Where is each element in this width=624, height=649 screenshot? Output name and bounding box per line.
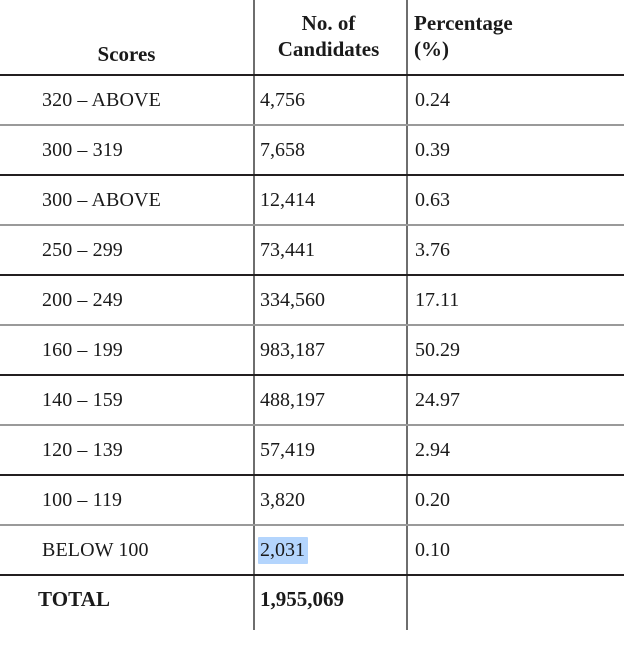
cell-percentage: 17.11 xyxy=(406,275,624,325)
cell-score: 160 – 199 xyxy=(0,325,253,375)
cell-percentage: 50.29 xyxy=(406,325,624,375)
table-row xyxy=(0,75,624,125)
table-row xyxy=(0,325,624,375)
cell-candidates: 4,756 xyxy=(253,75,406,125)
column-header-scores: Scores xyxy=(0,0,253,75)
column-header-candidates xyxy=(253,0,406,75)
cell-score: 300 – ABOVE xyxy=(0,175,253,225)
cell-score: 100 – 119 xyxy=(0,475,253,525)
cell-total-label: TOTAL xyxy=(38,586,111,611)
selected-text-highlight[interactable]: 2,031 xyxy=(258,537,308,564)
cell-candidates: 983,187 xyxy=(253,325,406,375)
cell-percentage: 0.10 xyxy=(406,525,624,575)
table-header-row xyxy=(0,0,624,75)
cell-candidates: 3,820 xyxy=(253,475,406,525)
column-header-percentage-line1: Percentage xyxy=(414,11,513,36)
cell-candidates: 73,441 xyxy=(253,225,406,275)
cell-candidates: 12,414 xyxy=(253,175,406,225)
column-header-candidates-line1: No. of xyxy=(301,11,356,36)
cell-candidates-selected[interactable] xyxy=(253,525,406,575)
table-row xyxy=(0,175,624,225)
cell-percentage: 0.24 xyxy=(406,75,624,125)
cell-score: 120 – 139 xyxy=(0,425,253,475)
column-header-candidates-line2: Candidates xyxy=(277,37,380,61)
table-row xyxy=(0,425,624,475)
cell-candidates: 334,560 xyxy=(253,275,406,325)
cell-percentage: 24.97 xyxy=(406,375,624,425)
cell-total-percentage xyxy=(406,575,624,623)
cell-score: 320 – ABOVE xyxy=(0,75,253,125)
cell-score: 200 – 249 xyxy=(0,275,253,325)
cell-score: 140 – 159 xyxy=(0,375,253,425)
table-body xyxy=(0,75,624,623)
column-header-percentage-line2: (%) xyxy=(414,37,449,61)
table-row xyxy=(0,125,624,175)
cell-total-candidates: 1,955,069 xyxy=(260,586,344,611)
table-row xyxy=(0,375,624,425)
cell-percentage: 2.94 xyxy=(406,425,624,475)
cell-candidates: 488,197 xyxy=(253,375,406,425)
cell-percentage: 0.39 xyxy=(406,125,624,175)
table-total-row xyxy=(0,575,624,623)
cell-candidates: 7,658 xyxy=(253,125,406,175)
table-row xyxy=(0,475,624,525)
column-header-percentage xyxy=(406,0,624,75)
table-row xyxy=(0,275,624,325)
cell-score: BELOW 100 xyxy=(0,525,253,575)
cell-score: 300 – 319 xyxy=(0,125,253,175)
cell-percentage: 0.63 xyxy=(406,175,624,225)
table-row xyxy=(0,225,624,275)
table-row xyxy=(0,525,624,575)
cell-percentage: 3.76 xyxy=(406,225,624,275)
cell-percentage: 0.20 xyxy=(406,475,624,525)
cell-candidates: 57,419 xyxy=(253,425,406,475)
cell-score: 250 – 299 xyxy=(0,225,253,275)
